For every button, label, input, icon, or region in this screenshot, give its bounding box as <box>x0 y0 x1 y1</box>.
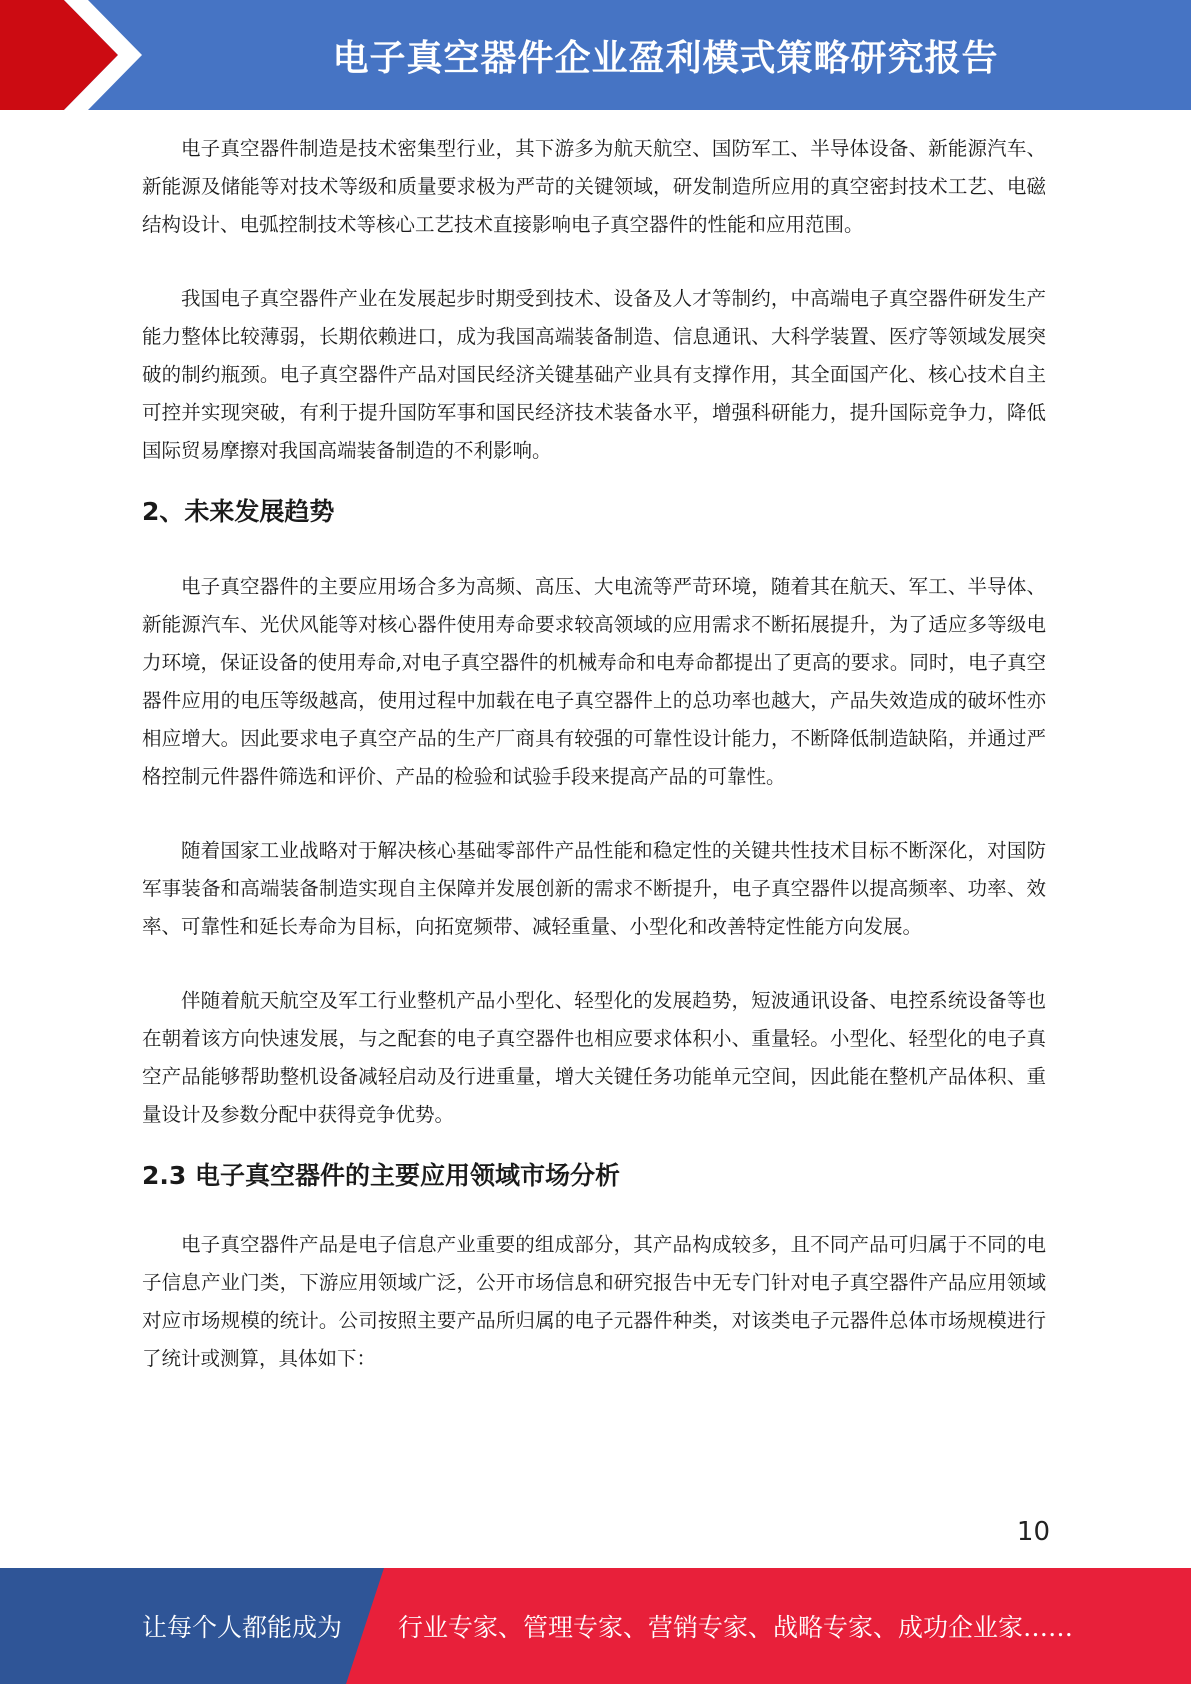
paragraph: 随着国家工业战略对于解决核心基础零部件产品性能和稳定性的关键共性技术目标不断深化，对国防军事装备和高端装备制造实现自主保障并发展创新的需求不断提升，电子真空器件以提高频率、功率、效率、可靠性和延长寿命为目标，向拓宽频带、减轻重量、小型化和改善特定性能方向发展。 <box>142 839 1046 938</box>
page-header <box>0 0 1191 110</box>
paragraph: 电子真空器件制造是技术密集型行业，其下游多为航天航空、国防军工、半导体设备、新能源汽车、新能源及储能等对技术等级和质量要求极为严苛的关键领域，研发制造所应用的真空密封技术工艺、电磁结构设计、电弧控制技术等核心工艺技术直接影响电子真空器件的性能和应用范围。 <box>142 137 1046 236</box>
paragraph: 电子真空器件产品是电子信息产业重要的组成部分，其产品构成较多，且不同产品可归属于不同的电子信息产业门类，下游应用领域广泛，公开市场信息和研究报告中无专门针对电子真空器件产品应用领域对应市场规模的统计。公司按照主要产品所归属的电子元器件种类，对该类电子元器件总体市场规模进行了统计或测算，具体如下： <box>142 1233 1046 1370</box>
section-heading: 2.3 电子真空器件的主要应用领域市场分析 <box>142 1161 620 1190</box>
paragraph: 我国电子真空器件产业在发展起步时期受到技术、设备及人才等制约，中高端电子真空器件研发生产能力整体比较薄弱，长期依赖进口，成为我国高端装备制造、信息通讯、大科学装置、医疗等领域发展突破的制约瓶颈。电子真空器件产品对国民经济关键基础产业具有支撑作用，其全面国产化、核心技术自主可控并实现突破，有利于提升国防军事和国民经济技术装备水平，增强科研能力，提升国际竞争力，降低国际贸易摩擦对我国高端装备制造的不利影响。 <box>142 287 1046 462</box>
document-body <box>142 130 1046 1378</box>
page-footer <box>0 1568 1191 1684</box>
footer-slogan-right: 行业专家、管理专家、营销专家、战略专家、成功企业家…… <box>398 1613 1074 1642</box>
section-heading: 2、未来发展趋势 <box>142 497 335 526</box>
footer-slogan-left: 让每个人都能成为 <box>142 1613 343 1642</box>
report-title: 电子真空器件企业盈利模式策略研究报告 <box>332 37 999 79</box>
paragraph: 伴随着航天航空及军工行业整机产品小型化、轻型化的发展趋势，短波通讯设备、电控系统设备等也在朝着该方向快速发展，与之配套的电子真空器件也相应要求体积小、重量轻。小型化、轻型化的电子真空产品能够帮助整机设备减轻启动及行进重量，增大关键任务功能单元空间，因此能在整机产品体积、重量设计及参数分配中获得竞争优势。 <box>142 989 1046 1126</box>
header-chevron-graphic <box>0 0 160 110</box>
page-number: 10 <box>1016 1517 1050 1547</box>
paragraph: 电子真空器件的主要应用场合多为高频、高压、大电流等严苛环境，随着其在航天、军工、半导体、新能源汽车、光伏风能等对核心器件使用寿命要求较高领域的应用需求不断拓展提升，为了适应多等级电力环境，保证设备的使用寿命,对电子真空器件的机械寿命和电寿命都提出了更高的要求。同时，电子真空器件应用的电压等级越高，使用过程中加载在电子真空器件上的总功率也越大，产品失效造成的破坏性亦相应增大。因此要求电子真空产品的生产厂商具有较强的可靠性设计能力，不断降低制造缺陷，并通过严格控制元件器件筛选和评价、产品的检验和试验手段来提高产品的可靠性。 <box>142 575 1046 788</box>
